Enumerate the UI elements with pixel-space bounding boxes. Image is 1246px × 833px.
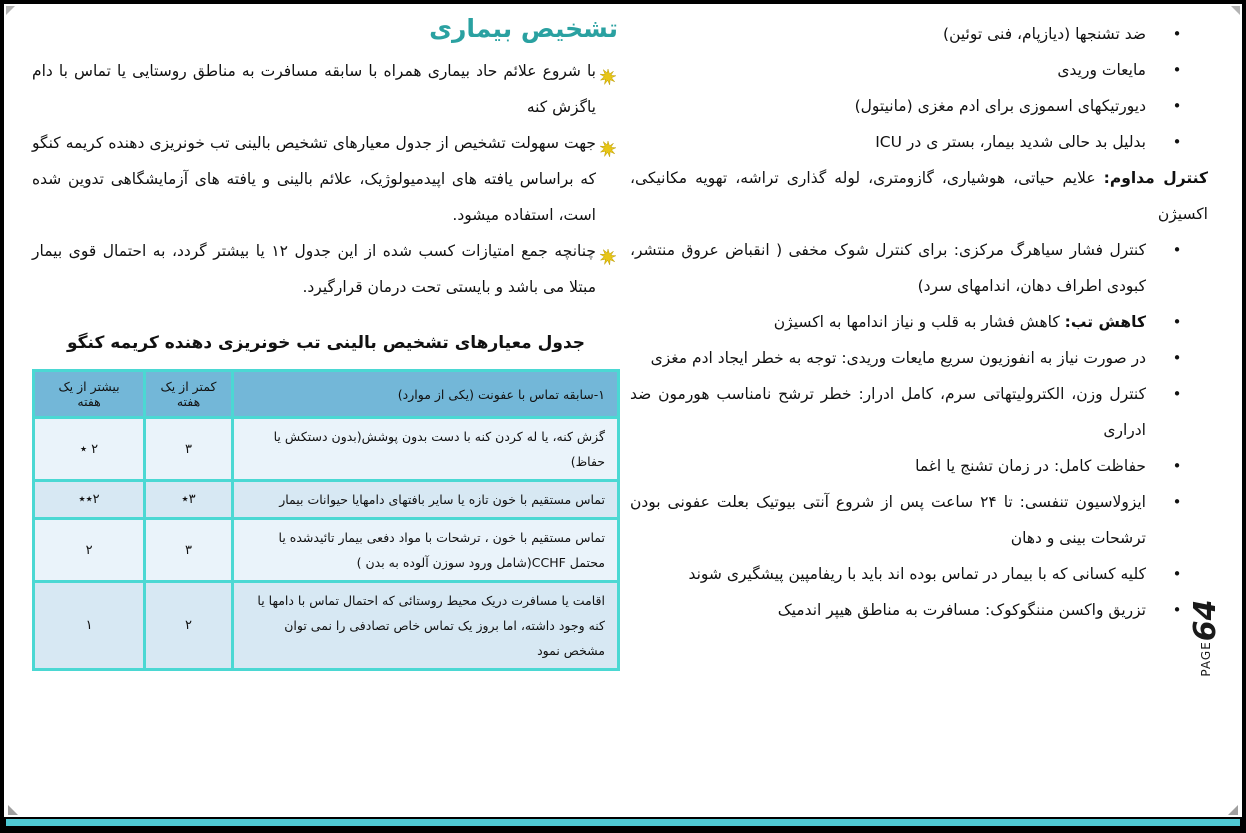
list-item-text: با شروع علائم حاد بیماری همراه با سابقه مسافرت به مناطق روستایی یا تماس با دام یاگزش کنه	[32, 62, 596, 116]
resize-handle-bottom-left[interactable]	[8, 805, 18, 815]
list-item	[630, 124, 1208, 160]
table-row	[34, 481, 619, 519]
cell-score-more: ٭٭۲	[34, 481, 145, 519]
list-item-body: کنترل وزن، الکترولیتهاتی سرم، کامل ادرار: خطر ترشح نامناسب هورمون ضد ادراری	[630, 385, 1146, 439]
bullet-dot-icon: •	[1172, 349, 1182, 367]
list-item	[32, 53, 620, 125]
list-item	[630, 304, 1208, 340]
resize-handle-top-left[interactable]	[6, 6, 15, 15]
star-bullet-icon	[596, 233, 620, 305]
list-item-body: حفاظت کامل: در زمان تشنج یا اغما	[915, 457, 1146, 475]
cell-score-more: ٭ ۲	[34, 418, 145, 481]
bullet-dot-icon: •	[1172, 601, 1182, 619]
page-number-prefix: PAGE	[1199, 641, 1213, 677]
bullet-dot-icon: •	[1172, 385, 1182, 403]
list-item	[630, 16, 1208, 52]
cell-criteria: تماس مستقیم با خون تازه یا سایر بافتهای دامهایا حیوانات بیمار	[232, 481, 618, 519]
diagnosis-bullet-list	[32, 53, 620, 305]
list-item-text	[630, 160, 1208, 232]
list-item-body: در صورت نیاز به انفوزیون سریع مایعات وریدی: توجه به خطر ایجاد ادم مغزی	[650, 349, 1146, 367]
list-item	[630, 592, 1208, 628]
bullet-dot-icon: •	[1172, 133, 1182, 151]
page-number-value: 64	[1188, 599, 1223, 642]
list-item-text	[630, 52, 1146, 88]
table-header-row	[34, 371, 619, 418]
table-row	[34, 582, 619, 670]
cell-score-less: ۳	[145, 418, 233, 481]
cell-criteria: گزش کنه، یا له کردن کنه با دست بدون پوشش(بدون دستکش یا حفاظ)	[232, 418, 618, 481]
list-item-bold-lead: کاهش تب:	[1064, 313, 1146, 331]
treatment-bullet-list	[630, 16, 1208, 628]
table-title: جدول معیارهای تشخیص بالینی تب خونریزی دهنده کریمه کنگو	[66, 333, 586, 353]
list-item-text	[630, 124, 1146, 160]
bullet-dot-icon: •	[1172, 61, 1182, 79]
cell-score-more: ۱	[34, 582, 145, 670]
page-number-marker	[1184, 588, 1228, 688]
list-item-text	[630, 556, 1146, 592]
cell-criteria: تماس مستقیم با خون ، ترشحات با مواد دفعی بیمار تائیدشده یا محتمل CCHF(شامل ورود سوزن آلوده به بدن )	[232, 519, 618, 582]
bullet-dot-icon: •	[1172, 97, 1182, 115]
list-item	[630, 88, 1208, 124]
list-item	[630, 52, 1208, 88]
bullet-dot-icon: •	[1172, 241, 1182, 259]
list-item-text	[630, 340, 1146, 376]
table-row	[34, 519, 619, 582]
list-item-body: کاهش فشار به قلب و نیاز اندامها به اکسیژن	[773, 313, 1065, 331]
list-item-body: کنترل فشار سیاهرگ مرکزی: برای کنترل شوک مخفی ( انقباض عروق منتشر، کبودی اطراف دهان، اندامهای سرد)	[630, 241, 1146, 295]
list-item-text	[630, 592, 1146, 628]
list-item-body: مایعات وریدی	[1057, 61, 1146, 79]
cell-score-more: ۲	[34, 519, 145, 582]
diagnosis-section	[32, 14, 620, 671]
list-item-body: ایزولاسیون تنفسی: تا ۲۴ ساعت پس از شروع آنتی بیوتیک بعلت عفونی بودن ترشحات بینی و دهان	[630, 493, 1146, 547]
list-item-body: علایم حیاتی، هوشیاری، گازومتری، لوله گذاری تراشه، تهویه مکانیکی، اکسیژن	[630, 169, 1208, 223]
cell-score-less: ۲	[145, 582, 233, 670]
bullet-dot-icon: •	[1172, 25, 1182, 43]
criteria-table	[32, 369, 620, 671]
bottom-accent-bar	[6, 819, 1240, 826]
list-item-text	[630, 448, 1146, 484]
resize-handle-bottom-right[interactable]	[1228, 805, 1238, 815]
list-item-text: چنانچه جمع امتیازات کسب شده از این جدول ۱۲ یا بیشتر گردد، به احتمال قوی بیمار مبتلا می باشد و بایستی تحت درمان قرارگیرد.	[32, 242, 597, 296]
list-item-text	[630, 232, 1146, 304]
list-item-text: جهت سهولت تشخیص از جدول معیارهای تشخیص بالینی تب خونریزی دهنده کریمه کنگو که براساس یافته های اپیدمیولوژیک، علائم بالینی و یافته های آزمایشگاهی تدوین شده است، استفاده میشود.	[32, 134, 596, 224]
list-item-text	[630, 484, 1146, 556]
star-bullet-icon	[596, 53, 620, 125]
page-title: تشخیص بیماری	[429, 14, 618, 43]
list-item	[630, 232, 1208, 304]
list-item	[32, 125, 620, 233]
list-item-body: دیورتیکهای اسموزی برای ادم مغزی (مانیتول)	[854, 97, 1146, 115]
star-bullet-icon	[596, 125, 620, 233]
list-item	[32, 233, 620, 305]
list-item-text	[630, 376, 1146, 448]
list-item	[630, 556, 1208, 592]
list-item-text	[630, 88, 1146, 124]
header-more-than-week: بیشتر از یک هفته	[34, 371, 145, 418]
list-item-text	[630, 304, 1146, 340]
list-item	[630, 376, 1208, 448]
bullet-dot-icon: •	[1172, 457, 1182, 475]
bullet-dot-icon: •	[1172, 313, 1182, 331]
list-item-body: ضد تشنجها (دیازپام، فنی توئین)	[943, 25, 1146, 43]
header-criteria: ۱-سابقه تماس با عفونت (یکی از موارد)	[232, 371, 618, 418]
list-item-body: بدلیل بد حالی شدید بیمار، بستر ی در ICU	[875, 133, 1146, 151]
list-item-text	[630, 16, 1146, 52]
list-item-body: تزریق واکسن مننگوکوک: مسافرت به مناطق هیپر اندمیک	[777, 601, 1146, 619]
header-less-than-week: کمتر از یک هفته	[145, 371, 233, 418]
cell-score-less: ٭۳	[145, 481, 233, 519]
cell-criteria: اقامت یا مسافرت دریک محیط روستائی که احتمال تماس با دامها یا کنه وجود داشته، اما بروز یک تماس خاص تصادفی را نمی توان مشخص نمود	[232, 582, 618, 670]
list-item	[630, 448, 1208, 484]
cell-score-less: ۳	[145, 519, 233, 582]
bullet-dot-icon: •	[1172, 493, 1182, 511]
list-item-body: کلیه کسانی که با بیمار در تماس بوده اند باید با ریفامپین پیشگیری شوند	[688, 565, 1146, 583]
table-row	[34, 418, 619, 481]
bullet-dot-icon: •	[1172, 565, 1182, 583]
list-item	[630, 340, 1208, 376]
list-item	[630, 160, 1208, 232]
list-item	[630, 484, 1208, 556]
resize-handle-top-right[interactable]	[1231, 6, 1240, 15]
list-item-bold-lead: کنترل مداوم:	[1103, 169, 1209, 187]
